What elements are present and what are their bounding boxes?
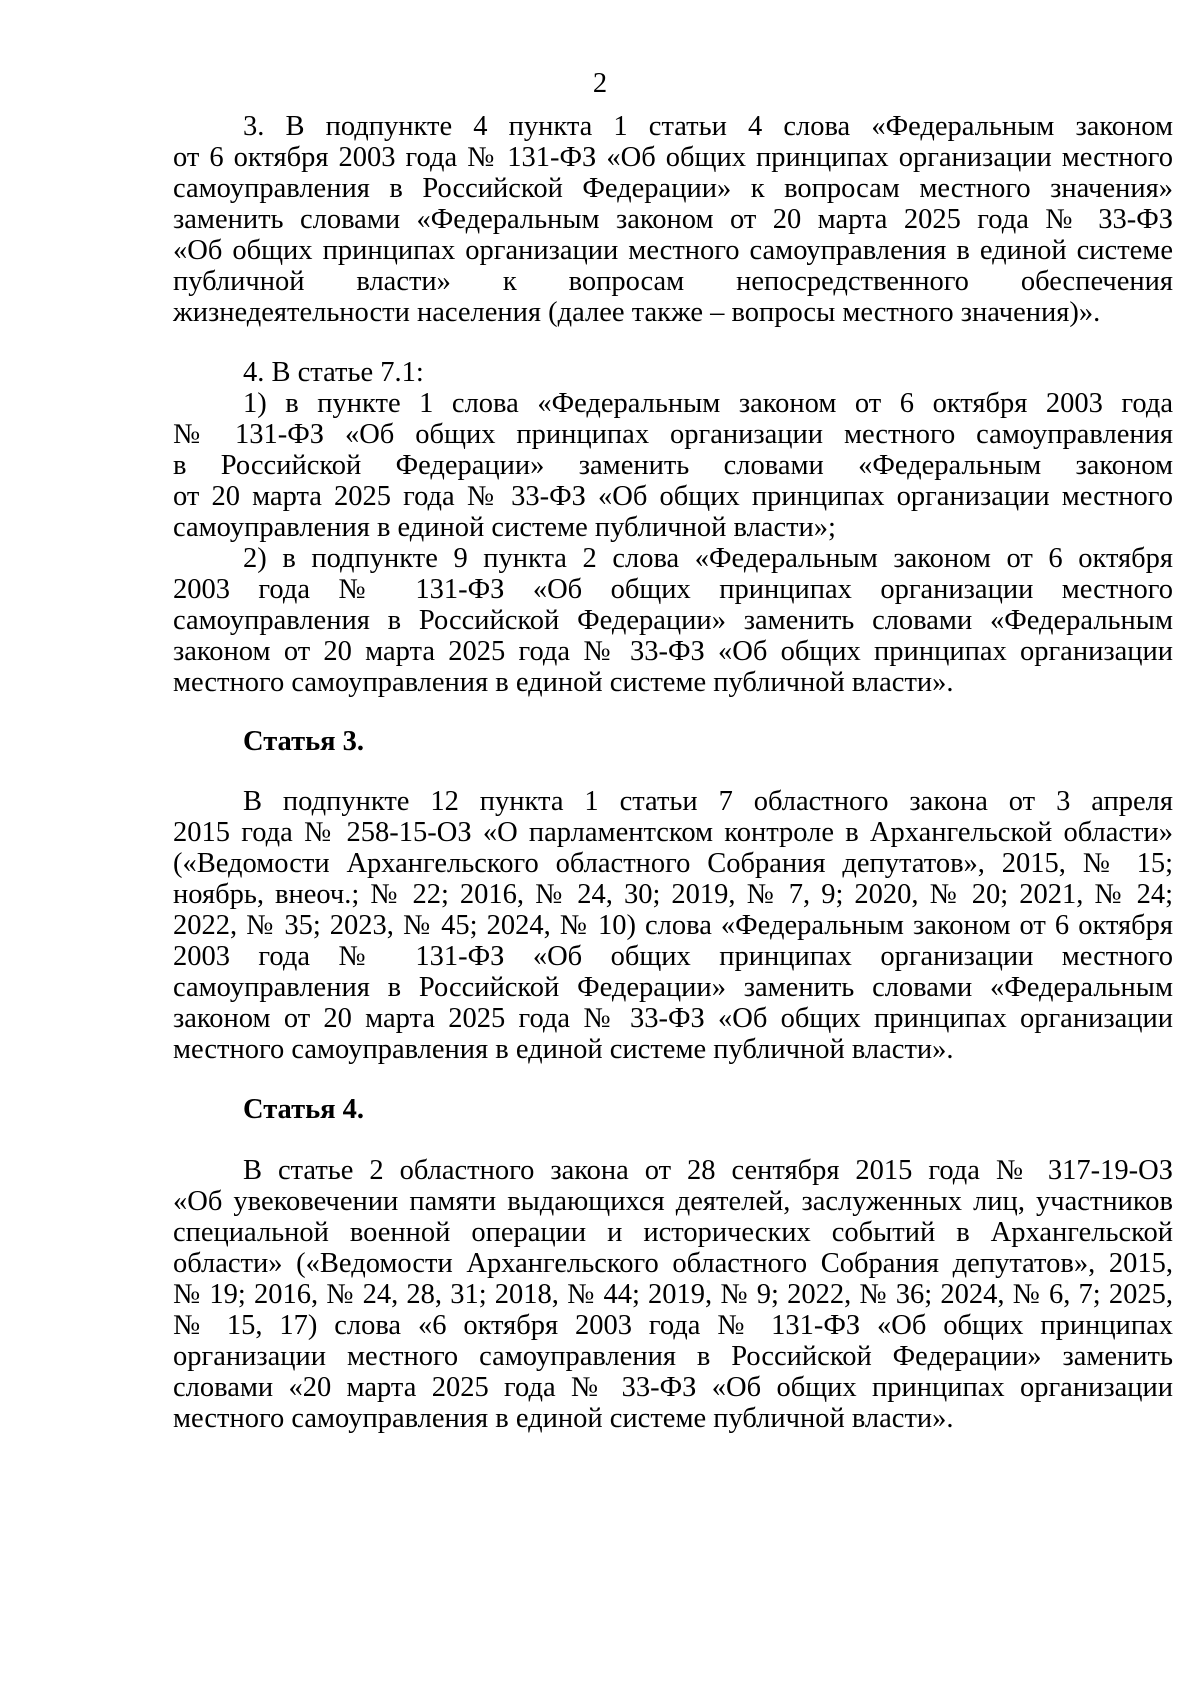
article-3-line: ноябрь, внеоч.; № 22; 2016, № 24, 30; 2019, № 7, 9; 2020, № 20; 2021, № 24; (173, 879, 1173, 910)
subitem-1-line: от 20 марта 2025 года № 33-ФЗ «Об общих принципах организации местного (173, 481, 1173, 512)
article-3-line: самоуправления в Российской Федерации» заменить словами «Федеральным (173, 972, 1173, 1003)
item-3-line: заменить словами «Федеральным законом от 20 марта 2025 года № 33-ФЗ (173, 204, 1173, 235)
subitem-1-line: самоуправления в единой системе публичной власти»; (173, 512, 836, 543)
article-3-line: («Ведомости Архангельского областного Собрания депутатов», 2015, № 15; (173, 848, 1173, 879)
subitem-2-line: местного самоуправления в единой системе публичной власти». (173, 667, 954, 698)
item-3-line: жизнедеятельности населения (далее также – вопросы местного значения)». (173, 297, 1101, 328)
article-3-line: 2015 года № 258-15-ОЗ «О парламентском контроле в Архангельской области» (173, 817, 1173, 848)
article-3-line: местного самоуправления в единой системе публичной власти». (173, 1034, 954, 1065)
page-number: 2 (592, 68, 608, 99)
item-3-line: от 6 октября 2003 года № 131-ФЗ «Об общих принципах организации местного (173, 142, 1173, 173)
subitem-2-line: 2) в подпункте 9 пункта 2 слова «Федеральным законом от 6 октября (243, 543, 1173, 574)
article-3-line: 2022, № 35; 2023, № 45; 2024, № 10) слова «Федеральным законом от 6 октября (173, 910, 1173, 941)
subitem-2-line: 2003 года № 131-ФЗ «Об общих принципах организации местного (173, 574, 1173, 605)
subitem-1-line: 1) в пункте 1 слова «Федеральным законом от 6 октября 2003 года (243, 388, 1173, 419)
article-4-line: области» («Ведомости Архангельского областного Собрания депутатов», 2015, (173, 1248, 1173, 1279)
item-3-line: «Об общих принципах организации местного самоуправления в единой системе (173, 235, 1173, 266)
article-4-line: № 19; 2016, № 24, 28, 31; 2018, № 44; 2019, № 9; 2022, № 36; 2024, № 6, 7; 2025, (173, 1279, 1173, 1310)
item-4-title: 4. В статье 7.1: (243, 357, 424, 388)
article-4-line: словами «20 марта 2025 года № 33-ФЗ «Об общих принципах организации (173, 1372, 1173, 1403)
article-3-line: В подпункте 12 пункта 1 статьи 7 областного закона от 3 апреля (243, 786, 1173, 817)
article-4-line: «Об увековечении памяти выдающихся деятелей, заслуженных лиц, участников (173, 1186, 1173, 1217)
subitem-1-line: № 131-ФЗ «Об общих принципах организации местного самоуправления (173, 419, 1173, 450)
article-4-line: местного самоуправления в единой системе публичной власти». (173, 1403, 954, 1434)
article-4-heading: Статья 4. (243, 1094, 365, 1125)
item-3-line: 3. В подпункте 4 пункта 1 статьи 4 слова «Федеральным законом (243, 111, 1173, 142)
subitem-2-line: самоуправления в Российской Федерации» заменить словами «Федеральным (173, 605, 1173, 636)
article-4-line: В статье 2 областного закона от 28 сентября 2015 года № 317-19-ОЗ (243, 1155, 1173, 1186)
article-4-line: № 15, 17) слова «6 октября 2003 года № 131-ФЗ «Об общих принципах (173, 1310, 1173, 1341)
article-3-line: 2003 года № 131-ФЗ «Об общих принципах организации местного (173, 941, 1173, 972)
subitem-1-line: в Российской Федерации» заменить словами «Федеральным законом (173, 450, 1173, 481)
subitem-2-line: законом от 20 марта 2025 года № 33-ФЗ «Об общих принципах организации (173, 636, 1173, 667)
article-4-line: специальной военной операции и исторических событий в Архангельской (173, 1217, 1173, 1248)
article-3-line: законом от 20 марта 2025 года № 33-ФЗ «Об общих принципах организации (173, 1003, 1173, 1034)
article-4-line: организации местного самоуправления в Российской Федерации» заменить (173, 1341, 1173, 1372)
article-3-heading: Статья 3. (243, 726, 365, 757)
item-3-line: самоуправления в Российской Федерации» к вопросам местного значения» (173, 173, 1173, 204)
item-3-line: публичной власти» к вопросам непосредственного обеспечения (173, 266, 1173, 297)
